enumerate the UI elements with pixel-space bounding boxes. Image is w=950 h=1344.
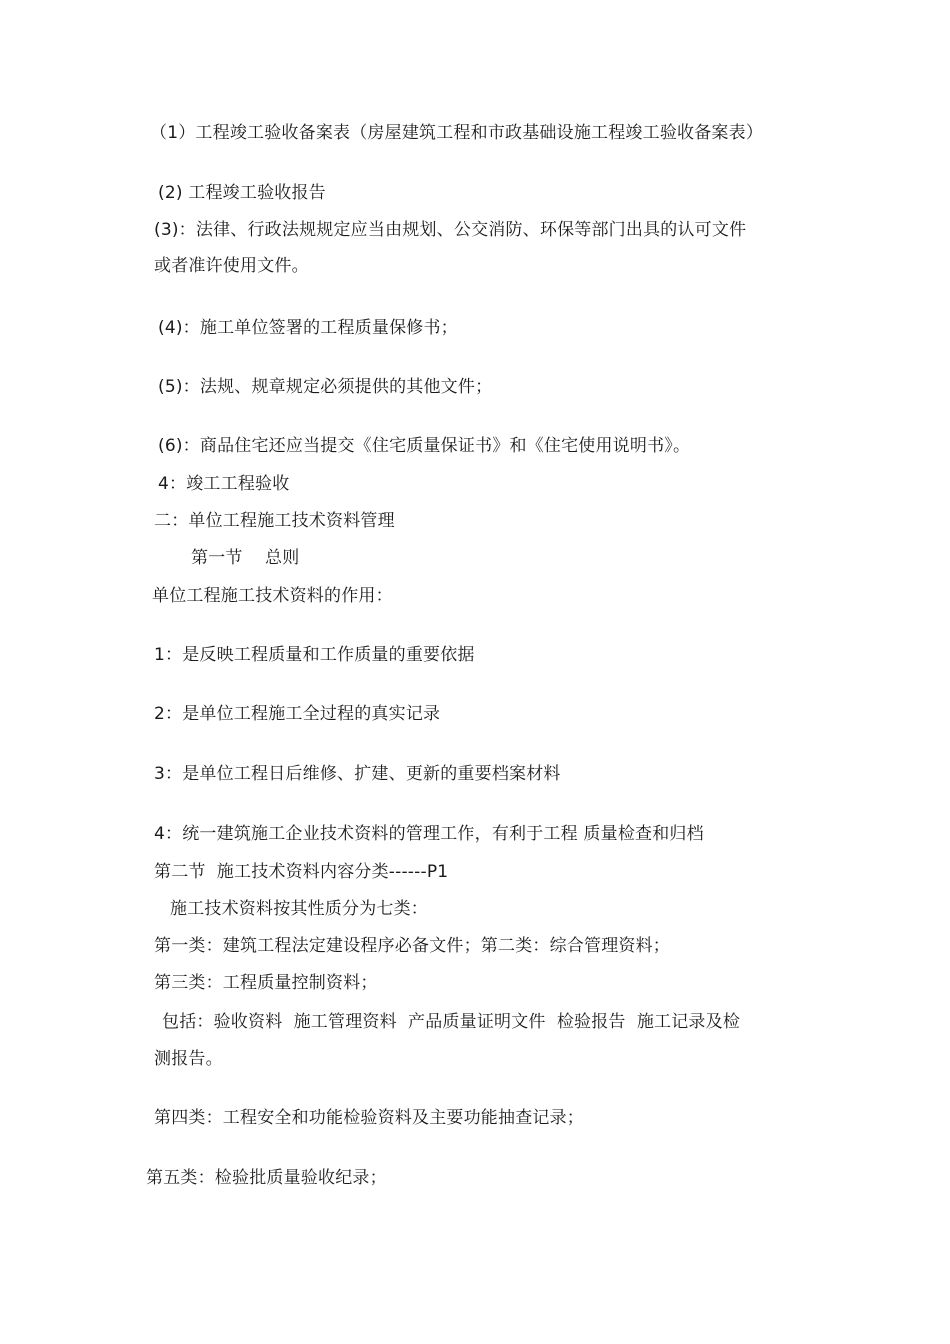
text-line-5: (4)：施工单位签署的工程质量保修书； — [158, 318, 458, 338]
text-line-17: 施工技术资料按其性质分为七类： — [170, 899, 428, 919]
text-line-6: (5)：法规、规章规定必须提供的其他文件； — [158, 377, 493, 397]
text-line-10: 第一节 总则 — [191, 548, 300, 568]
text-line-22: 第四类：工程安全和功能检验资料及主要功能抽查记录； — [154, 1108, 584, 1128]
text-line-1: （1）工程竣工验收备案表（房屋建筑工程和市政基础设施工程竣工验收备案表） — [150, 123, 764, 143]
text-line-12: 1：是反映工程质量和工作质量的重要依据 — [154, 645, 475, 665]
text-line-19: 第三类：工程质量控制资料； — [154, 973, 378, 993]
text-line-8: 4：竣工工程验收 — [158, 474, 290, 494]
text-line-3: (3)：法律、行政法规规定应当由规划、公交消防、环保等部门出具的认可文件 — [154, 220, 747, 240]
text-line-23: 第五类：检验批质量验收纪录； — [146, 1168, 387, 1188]
text-line-15: 4：统一建筑施工企业技术资料的管理工作，有利于工程 质量检查和归档 — [154, 824, 704, 844]
text-line-9: 二：单位工程施工技术资料管理 — [154, 511, 395, 531]
text-line-21: 测报告。 — [154, 1049, 223, 1069]
text-line-16: 第二节 施工技术资料内容分类------P1 — [154, 862, 449, 882]
text-line-18: 第一类：建筑工程法定建设程序必备文件；第二类：综合管理资料； — [154, 936, 670, 956]
text-line-7: (6)：商品住宅还应当提交《住宅质量保证书》和《住宅使用说明书》。 — [158, 436, 691, 456]
text-line-13: 2：是单位工程施工全过程的真实记录 — [154, 704, 441, 724]
text-line-20: 包括：验收资料 施工管理资料 产品质量证明文件 检验报告 施工记录及检 — [162, 1012, 741, 1032]
text-line-2: (2) 工程竣工验收报告 — [158, 183, 326, 203]
text-line-14: 3：是单位工程日后维修、扩建、更新的重要档案材料 — [154, 764, 561, 784]
text-line-11: 单位工程施工技术资料的作用： — [152, 586, 393, 606]
text-line-4: 或者准许使用文件。 — [154, 256, 309, 276]
